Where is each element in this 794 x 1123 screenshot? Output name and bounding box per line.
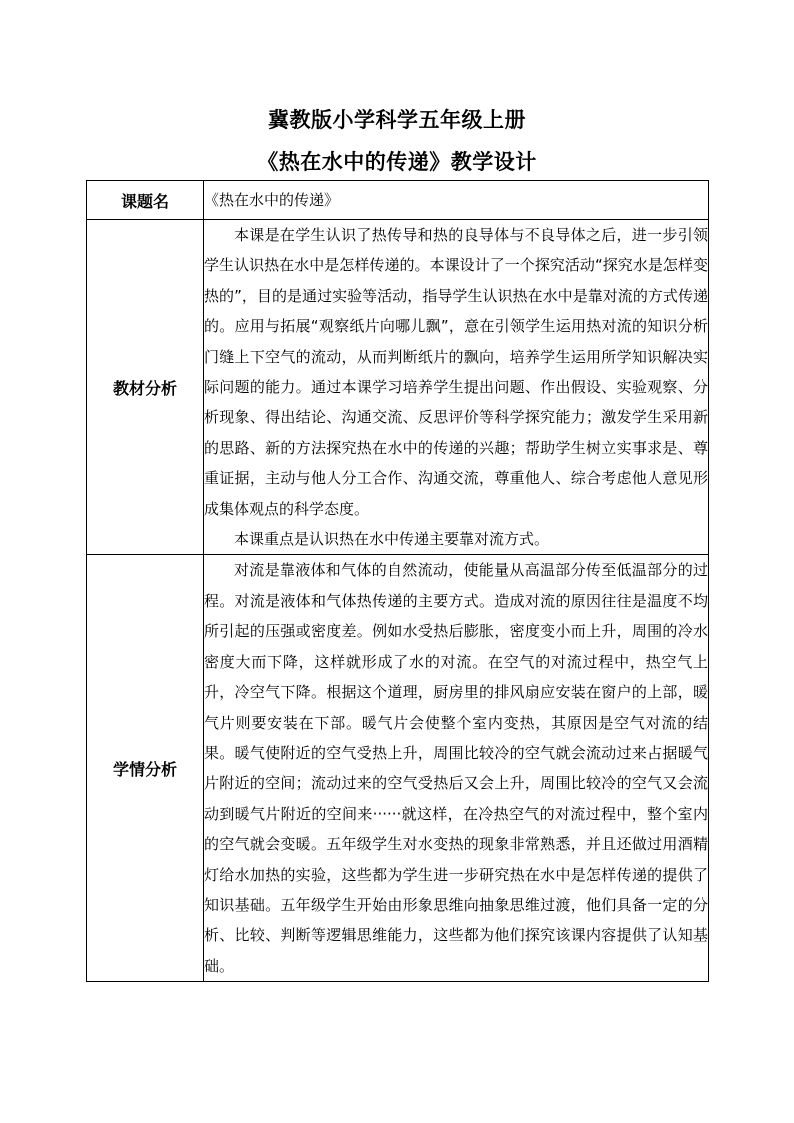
lesson-design-table — [86, 180, 709, 982]
document-title: 冀教版小学科学五年级上册 — [268, 108, 526, 132]
paragraph: 本课重点是认识热在水中传递主要靠对流方式。 — [234, 530, 550, 549]
row-label: 教材分析 — [87, 220, 204, 555]
table-row-student-analysis — [87, 555, 709, 982]
paragraph: 本课是在学生认识了热传导和热的良导体与不良导体之后，进一步引领学生认识热在水中是怎样传递的。本课设计了一个探究活动“探究水是怎样变热的”，目的是通过实验等活动，指导学生认识热在水中是靠对流的方式传递的。应用与拓展“观察纸片向哪儿飘”，意在引领学生运用热对流的知识分析门缝上下空气的流动，从而判断纸片的飘向，培养学生运用所学知识解决实际问题的能力。通过本课学习培养学生提出问题、作出假设、实验观察、分析现象、得出结论、沟通交流、反思评价等科学探究能力；激发学生采用新的思路、新的方法探究热在水中的传递的兴趣；帮助学生树立实事求是、尊重证据，主动与他人分工合作、沟通交流，尊重他人、综合考虑他人意见形成集体观点的科学态度。 — [204, 226, 708, 518]
row-label: 学情分析 — [87, 555, 204, 982]
table-row-material-analysis — [87, 220, 709, 555]
paragraph: 对流是靠液体和气体的自然流动，使能量从高温部分传至低温部分的过程。对流是液体和气体热传递的主要方式。造成对流的原因往往是温度不均所引起的压强或密度差。例如水受热后膨胀，密度变小而上升，周围的冷水密度大而下降，这样就形成了水的对流。在空气的对流过程中，热空气上升，冷空气下降。根据这个道理，厨房里的排风扇应安装在窗户的上部，暖气片则要安装在下部。暖气片会使整个室内变热，其原因是空气对流的结果。暖气使附近的空气受热上升，周围比较冷的空气就会流动过来占据暖气片附近的空间；流动过来的空气受热后又会上升，周围比较冷的空气又会流动到暖气片附近的空间来······就这样，在冷热空气的对流过程中，整个室内的空气就会变暖。五年级学生对水变热的现象非常熟悉，并且还做过用酒精灯给水加热的实验，这些都为学生进一步研究热在水中是怎样传递的提供了知识基础。五年级学生开始由形象思维向抽象思维过渡，他们具备一定的分析、比较、判断等逻辑思维能力，这些都为他们探究该课内容提供了认知基础。 — [204, 561, 708, 975]
row-label: 课题名 — [87, 181, 204, 220]
student-analysis-content — [204, 555, 709, 982]
table-row-topic — [87, 181, 709, 220]
material-analysis-content — [204, 220, 709, 555]
topic-value: 《热在水中的传递》 — [204, 181, 709, 220]
document-subtitle: 《热在水中的传递》教学设计 — [257, 150, 537, 174]
